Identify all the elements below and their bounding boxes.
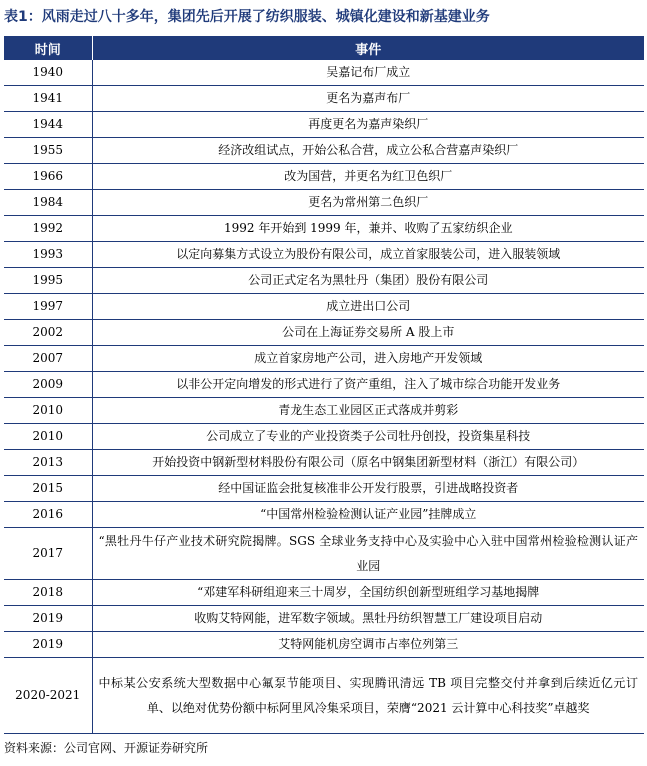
- table-title: 表1：风雨走过八十多年，集团先后开展了纺织服装、城镇化建设和新基建业务: [4, 9, 490, 25]
- year-cell: 1941: [4, 86, 92, 112]
- table-row: [4, 372, 644, 398]
- event-cell: 更名为常州第二色织厂: [92, 190, 644, 216]
- year-cell: 2015: [4, 476, 92, 502]
- year-cell: 1966: [4, 164, 92, 190]
- table-row: [4, 86, 644, 112]
- table-row: [4, 658, 644, 734]
- event-cell: 经中国证监会批复核准非公开发行股票，引进战略投资者: [92, 476, 644, 502]
- event-cell: 青龙生态工业园区正式落成并剪彩: [92, 398, 644, 424]
- year-cell: 1993: [4, 242, 92, 268]
- year-cell: 2016: [4, 502, 92, 528]
- table-row: [4, 216, 644, 242]
- year-cell: 2020-2021: [4, 658, 92, 734]
- event-cell: 改为国营，并更名为红卫色织厂: [92, 164, 644, 190]
- table-row: [4, 580, 644, 606]
- event-cell: 以非公开定向增发的形式进行了资产重组，注入了城市综合功能开发业务: [92, 372, 644, 398]
- table-row: [4, 242, 644, 268]
- year-cell: 2017: [4, 528, 92, 580]
- year-cell: 1944: [4, 112, 92, 138]
- table-row: [4, 60, 644, 86]
- event-cell: 中标某公安系统大型数据中心氟泵节能项目、实现腾讯清远 TB 项目完整交付并拿到后续近亿元订单、以绝对优势份额中标阿里风冷集采项目，荣膺“2021 云计算中心科技奖”卓越奖: [92, 658, 644, 734]
- year-cell: 1955: [4, 138, 92, 164]
- table-row: [4, 632, 644, 658]
- event-cell: 更名为嘉声布厂: [92, 86, 644, 112]
- event-cell: 开始投资中钢新型材料股份有限公司（原名中钢集团新型材料（浙江）有限公司）: [92, 450, 644, 476]
- table-row: [4, 190, 644, 216]
- year-cell: 2010: [4, 424, 92, 450]
- event-cell: “邓建军科研组迎来三十周岁，全国纺织创新型班组学习基地揭牌: [92, 580, 644, 606]
- event-cell: 公司在上海证券交易所 A 股上市: [92, 320, 644, 346]
- event-cell: 再度更名为嘉声染织厂: [92, 112, 644, 138]
- year-cell: 2019: [4, 606, 92, 632]
- column-header-event: 事件: [92, 36, 644, 60]
- event-cell: 1992 年开始到 1999 年，兼并、收购了五家纺织企业: [92, 216, 644, 242]
- table-row: [4, 450, 644, 476]
- table-row: [4, 164, 644, 190]
- year-cell: 1995: [4, 268, 92, 294]
- source-note: 资料来源：公司官网、开源证券研究所: [4, 741, 209, 755]
- table-row: [4, 346, 644, 372]
- event-cell: “黑牡丹牛仔产业技术研究院揭牌。SGS 全球业务支持中心及实验中心入驻中国常州检验检测认证产业园: [92, 528, 644, 580]
- table-row: [4, 424, 644, 450]
- event-cell: 经济改组试点，开始公私合营，成立公私合营嘉声染织厂: [92, 138, 644, 164]
- event-cell: 艾特网能机房空调市占率位列第三: [92, 632, 644, 658]
- event-cell: 吴嘉记布厂成立: [92, 60, 644, 86]
- event-cell: 成立首家房地产公司，进入房地产开发领域: [92, 346, 644, 372]
- year-cell: 1992: [4, 216, 92, 242]
- year-cell: 1997: [4, 294, 92, 320]
- table-body: [4, 60, 644, 734]
- event-cell: “中国常州检验检测认证产业园”挂牌成立: [92, 502, 644, 528]
- table-header: [4, 36, 644, 60]
- event-cell: 以定向募集方式设立为股份有限公司，成立首家服装公司，进入服装领域: [92, 242, 644, 268]
- table-row: [4, 320, 644, 346]
- year-cell: 2013: [4, 450, 92, 476]
- table-row: [4, 112, 644, 138]
- event-cell: 公司成立了专业的产业投资类子公司牡丹创投，投资集星科技: [92, 424, 644, 450]
- year-cell: 2002: [4, 320, 92, 346]
- table-row: [4, 476, 644, 502]
- history-table: [4, 36, 644, 734]
- table-row: [4, 502, 644, 528]
- year-cell: 1984: [4, 190, 92, 216]
- event-cell: 收购艾特网能，进军数字领域。黑牡丹纺织智慧工厂建设项目启动: [92, 606, 644, 632]
- table-row: [4, 606, 644, 632]
- table-row: [4, 268, 644, 294]
- year-cell: 1940: [4, 60, 92, 86]
- table-row: [4, 294, 644, 320]
- year-cell: 2009: [4, 372, 92, 398]
- table-row: [4, 398, 644, 424]
- year-cell: 2018: [4, 580, 92, 606]
- year-cell: 2019: [4, 632, 92, 658]
- year-cell: 2007: [4, 346, 92, 372]
- table-row: [4, 138, 644, 164]
- year-cell: 2010: [4, 398, 92, 424]
- event-cell: 成立进出口公司: [92, 294, 644, 320]
- event-cell: 公司正式定名为黑牡丹（集团）股份有限公司: [92, 268, 644, 294]
- column-header-year: 时间: [4, 36, 92, 60]
- table-row: [4, 528, 644, 580]
